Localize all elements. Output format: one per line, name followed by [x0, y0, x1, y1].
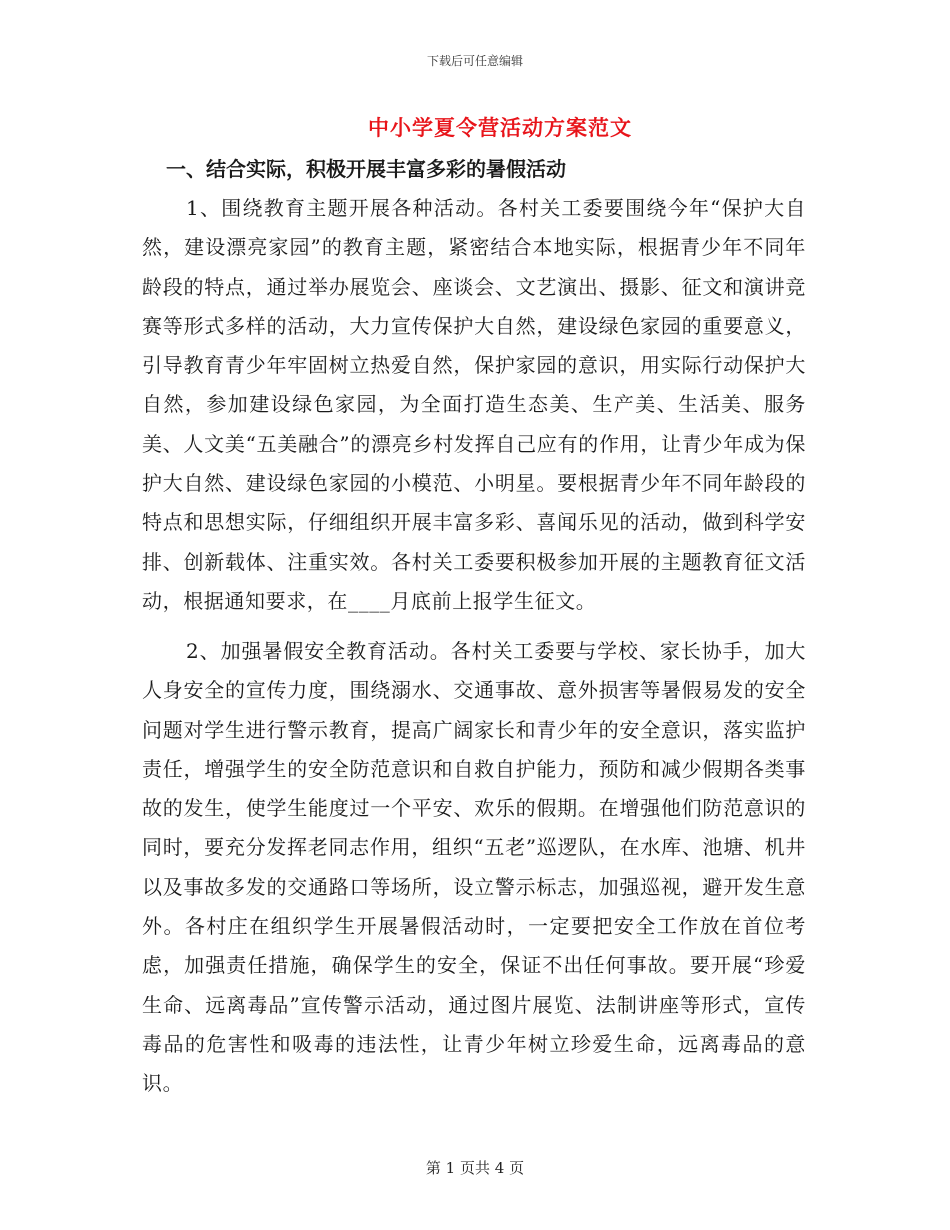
- document-title: 中小学夏令营活动方案范文: [368, 115, 632, 140]
- header-note: 下载后可任意编辑: [426, 54, 523, 68]
- paragraph-1: [142, 189, 806, 621]
- paragraph-2-text: 2、加强暑假安全教育活动。各村关工委要与学校、家长协手，加大人身安全的宣传力度，围绕溺水、交通事故、意外损害等暑假易发的安全问题对学生进行警示教育，提高广阔家长和青少年的安全意识，落实监护责任，增强学生的安全防范意识和自救自护能力，预防和减少假期各类事故的发生，使学生能度过一个平安、欢乐的假期。在增强他们防范意识的同时，要充分发挥老同志作用，组织“五老”巡逻队，在水库、池塘、机井以及事故多发的交通路口等场所，设立警示标志，加强巡视，避开发生意外。各村庄在组织学生开展暑假活动时，一定要把安全工作放在首位考虑，加强责任措施，确保学生的安全，保证不出任何事故。要开展“珍爱生命、远离毒品”宣传警示活动，通过图片展览、法制讲座等形式，宣传毒品的危害性和吸毒的违法性，让青少年树立珍爱生命，远离毒品的意识。: [142, 639, 806, 1096]
- section-heading: 一、结合实际，积极开展丰富多彩的暑假活动: [166, 157, 566, 181]
- paragraph-1-text: 1、围绕教育主题开展各种活动。各村关工委要围绕今年“保护大自然，建设漂亮家园”的教育主题，紧密结合本地实际，根据青少年不同年龄段的特点，通过举办展览会、座谈会、文艺演出、摄影、征文和演讲竞赛等形式多样的活动，大力宣传保护大自然，建设绿色家园的重要意义，引导教育青少年牢固树立热爱自然，保护家园的意识，用实际行动保护大自然，参加建设绿色家园，为全面打造生态美、生产美、生活美、服务美、人文美“五美融合”的漂亮乡村发挥自己应有的作用，让青少年成为保护大自然、建设绿色家园的小模范、小明星。要根据青少年不同年龄段的特点和思想实际，仔细组织开展丰富多彩、喜闻乐见的活动，做到科学安排、创新载体、注重实效。各村关工委要积极参加开展的主题教育征文活动，根据通知要求，在____月底前上报学生征文。: [142, 196, 806, 613]
- paragraph-2: [142, 632, 806, 1104]
- page-indicator: 第 1 页共 4 页: [425, 1159, 525, 1177]
